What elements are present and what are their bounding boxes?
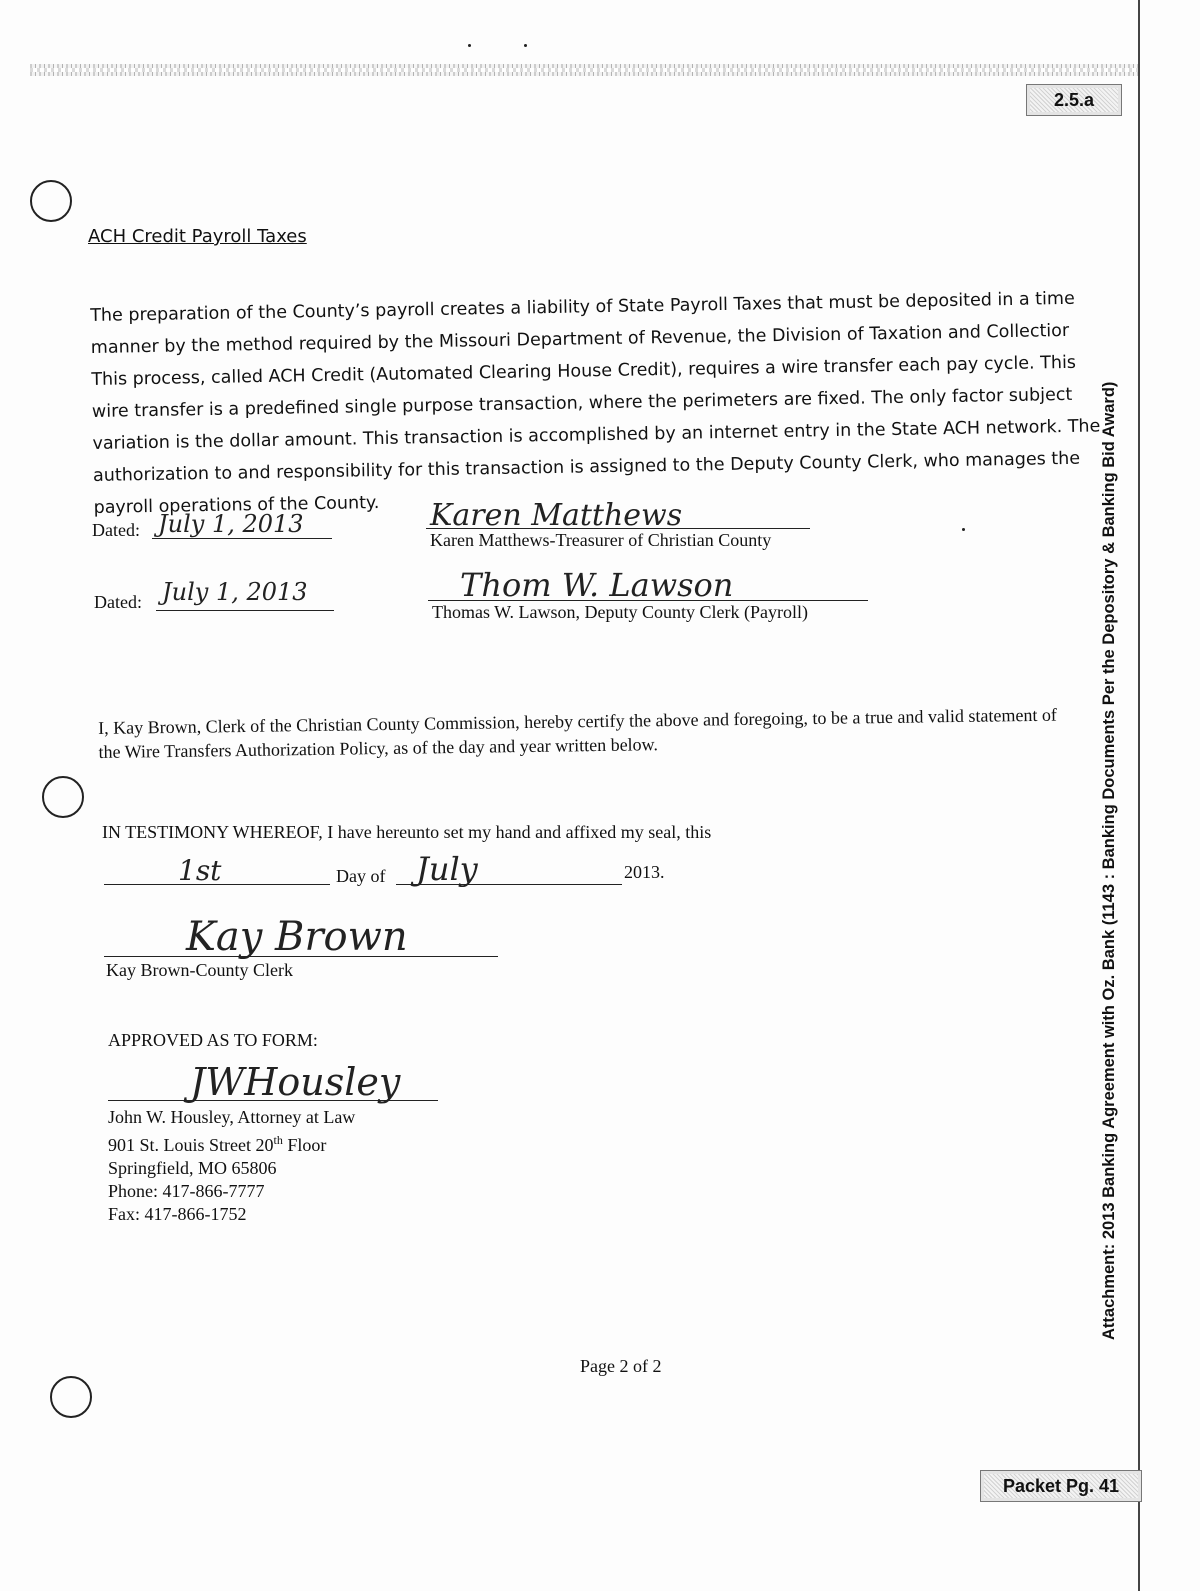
dated-label: Dated: [92,520,140,540]
attorney-city: Springfield, MO 65806 [108,1158,277,1178]
dated-line [156,610,334,611]
clerk-name: Kay Brown-County Clerk [106,960,293,980]
page-edge-line [1138,0,1140,1591]
attorney-name: John W. Housley, Attorney at Law [108,1107,356,1127]
page-number: Page 2 of 2 [580,1356,662,1376]
year-text: 2013. [624,862,665,882]
signer-name: Thomas W. Lawson, Deputy County Clerk (Payroll) [432,602,808,622]
scan-speck [468,44,471,47]
attorney-address [108,1106,355,1226]
signature-karen-matthews: Karen Matthews [430,498,683,533]
testimony-text: IN TESTIMONY WHEREOF, I have hereunto set my hand and affixed my seal, this [102,822,712,842]
packet-page-stamp: Packet Pg. 41 [980,1470,1142,1502]
signature-john-housley: JWHousley [190,1060,401,1104]
section-heading: ACH Credit Payroll Taxes [88,226,307,247]
attorney-fax: Fax: 417-866-1752 [108,1204,247,1224]
handwritten-month: July [416,850,478,888]
scan-speck [962,528,965,531]
scan-noise-bar [30,64,1140,76]
handwritten-day: 1st [178,854,222,887]
dated-line [152,538,332,539]
street-ordinal-suffix: th [273,1133,283,1147]
signature-kay-brown: Kay Brown [186,914,408,960]
handwritten-date: July 1, 2013 [162,578,308,606]
dated-label: Dated: [94,592,142,612]
body-paragraph: The preparation of the County’s payroll creates a liability of State Payroll Taxes that must be deposited in a time manner by the method required by the Missouri Department of Revenue, the Division of Taxation and Collectior This process, called ACH Credit (Automated Clearing House Credit), requires a wire transfer each pay cycle. This wire transfer is a predefined single purpose transaction, where the perimeters are fixed. The only factor subject variation is the dollar amount. This transaction is accomplished by an internet entry in the State ACH network. The authorization to and responsibility for this transaction is assigned to the Deputy County Clerk, who manages the payroll operations of the County. [90,288,1101,518]
punch-hole-icon [30,180,72,222]
scan-speck [524,44,527,47]
approval-label: APPROVED AS TO FORM: [108,1030,318,1050]
attachment-sidebar-text: Attachment: 2013 Banking Agreement with Oz. Bank (1143 : Banking Documents Per the Depository & Banking Bid Award) [1100,381,1118,1340]
signer-name: Karen Matthews-Treasurer of Christian County [430,530,772,550]
section-stamp: 2.5.a [1026,84,1122,116]
punch-hole-icon [42,776,84,818]
signature-thomas-lawson: Thom W. Lawson [460,566,734,604]
attorney-phone: Phone: 417-866-7777 [108,1181,265,1201]
punch-hole-icon [50,1376,92,1418]
certification-text: I, Kay Brown, Clerk of the Christian County Commission, hereby certify the above and foregoing, to be a true and valid statement of the Wire Transfers Authorization Policy, as of the day and year written below. [98,704,1057,762]
handwritten-date: July 1, 2013 [158,510,304,538]
attorney-street: 901 St. Louis Street 20th Floor [108,1133,327,1155]
day-of-label: Day of [336,866,386,886]
